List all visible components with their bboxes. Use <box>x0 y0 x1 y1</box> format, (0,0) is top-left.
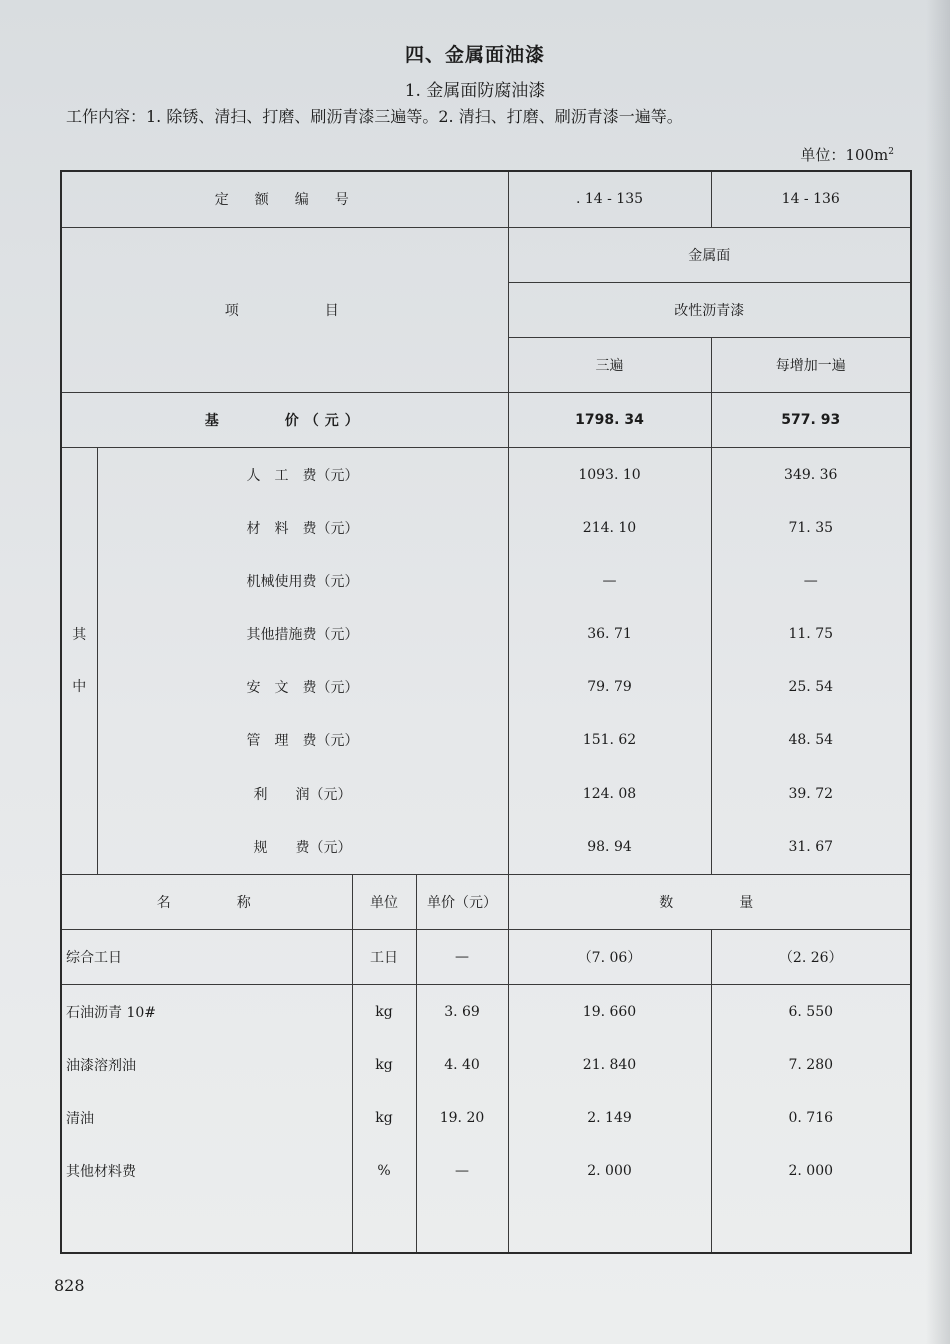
material-unit: kg <box>352 1038 416 1091</box>
labor-name: 综合工日 <box>61 929 352 984</box>
subsection-title: 1. 金属面防腐油漆 <box>404 81 546 101</box>
material-price: — <box>416 1145 508 1198</box>
cost-item-value-1: 79. 79 <box>508 661 711 714</box>
quota-code-row <box>61 171 911 227</box>
cost-item-value-2: — <box>711 555 911 608</box>
cost-item-label: 管 理 费（元） <box>97 714 508 767</box>
cost-item-row <box>61 501 911 554</box>
labor-unit: 工日 <box>352 929 416 984</box>
cost-item-value-1: 1093. 10 <box>508 447 711 501</box>
among-label: 其 中 <box>61 447 97 874</box>
resource-qty-header: 数 量 <box>508 874 911 929</box>
cost-item-label: 其他措施费（元） <box>97 608 508 661</box>
filler-cell <box>508 1198 711 1253</box>
work-content: 工作内容：1. 除锈、清扫、打磨、刷沥青漆三遍等。2. 清扫、打磨、刷沥青漆一遍等。 <box>66 107 683 126</box>
base-price-1: 1798. 34 <box>508 392 711 447</box>
resource-header-row <box>61 874 911 929</box>
page-edge-shadow <box>926 0 950 1344</box>
resource-price-header: 单价（元） <box>416 874 508 929</box>
material-qty-1: 19. 660 <box>508 984 711 1038</box>
unit-label: 单位：$100m^2$ <box>800 146 894 164</box>
column-label-1: 三遍 <box>508 337 711 392</box>
cost-item-label: 利 润（元） <box>97 767 508 820</box>
material-price: 4. 40 <box>416 1038 508 1091</box>
material-unit: kg <box>352 984 416 1038</box>
category-row <box>61 227 911 282</box>
page-number: 828 <box>54 1276 85 1295</box>
filler-cell <box>416 1198 508 1253</box>
labor-qty-2: （2. 26） <box>711 929 911 984</box>
material-qty-1: 2. 000 <box>508 1145 711 1198</box>
cost-item-label: 机械使用费（元） <box>97 555 508 608</box>
material-unit: % <box>352 1145 416 1198</box>
material-qty-2: 7. 280 <box>711 1038 911 1091</box>
cost-item-value-2: 25. 54 <box>711 661 911 714</box>
cost-item-value-1: 124. 08 <box>508 767 711 820</box>
cost-item-value-1: 151. 62 <box>508 714 711 767</box>
cost-item-value-2: 349. 36 <box>711 447 911 501</box>
cost-item-row <box>61 447 911 501</box>
quota-code-1: . 14 - 135 <box>508 171 711 227</box>
material-qty-2: 2. 000 <box>711 1145 911 1198</box>
item-label: 项 目 <box>61 227 508 392</box>
cost-item-value-1: 214. 10 <box>508 501 711 554</box>
base-price-2: 577. 93 <box>711 392 911 447</box>
cost-item-row <box>61 661 911 714</box>
cost-item-value-2: 11. 75 <box>711 608 911 661</box>
filler-cell <box>61 1198 352 1253</box>
material-row <box>61 1145 911 1198</box>
labor-qty-1: （7. 06） <box>508 929 711 984</box>
filler-cell <box>352 1198 416 1253</box>
cost-item-label: 规 费（元） <box>97 820 508 874</box>
material-price: 3. 69 <box>416 984 508 1038</box>
resource-unit-header: 单位 <box>352 874 416 929</box>
cost-item-row <box>61 555 911 608</box>
quota-code-2: 14 - 136 <box>711 171 911 227</box>
cost-item-label: 材 料 费（元） <box>97 501 508 554</box>
material-name: 石油沥青 10# <box>61 984 352 1038</box>
subcategory-cell: 改性沥青漆 <box>508 282 911 337</box>
material-name: 其他材料费 <box>61 1145 352 1198</box>
material-qty-2: 0. 716 <box>711 1092 911 1145</box>
base-price-label: 基 价（元） <box>61 392 508 447</box>
empty-filler-row <box>61 1198 911 1253</box>
base-price-row <box>61 392 911 447</box>
cost-item-value-1: 98. 94 <box>508 820 711 874</box>
material-price: 19. 20 <box>416 1092 508 1145</box>
cost-item-row <box>61 714 911 767</box>
cost-item-value-2: 31. 67 <box>711 820 911 874</box>
section-title: 四、金属面油漆 <box>404 44 545 66</box>
category-cell: 金属面 <box>508 227 911 282</box>
cost-item-value-2: 71. 35 <box>711 501 911 554</box>
filler-cell <box>711 1198 911 1253</box>
cost-item-label: 人 工 费（元） <box>97 447 508 501</box>
material-row <box>61 984 911 1038</box>
column-label-2: 每增加一遍 <box>711 337 911 392</box>
resource-name-header: 名 称 <box>61 874 352 929</box>
cost-item-value-2: 48. 54 <box>711 714 911 767</box>
material-name: 清油 <box>61 1092 352 1145</box>
material-row <box>61 1092 911 1145</box>
material-qty-1: 2. 149 <box>508 1092 711 1145</box>
cost-item-label: 安 文 费（元） <box>97 661 508 714</box>
material-qty-1: 21. 840 <box>508 1038 711 1091</box>
material-row <box>61 1038 911 1091</box>
labor-row <box>61 929 911 984</box>
labor-price: — <box>416 929 508 984</box>
cost-item-row <box>61 767 911 820</box>
quota-code-label: 定 额 编 号 <box>61 171 508 227</box>
cost-item-row <box>61 820 911 874</box>
cost-item-value-2: 39. 72 <box>711 767 911 820</box>
quota-table <box>60 170 912 1254</box>
material-unit: kg <box>352 1092 416 1145</box>
cost-item-value-1: 36. 71 <box>508 608 711 661</box>
material-qty-2: 6. 550 <box>711 984 911 1038</box>
cost-item-row <box>61 608 911 661</box>
material-name: 油漆溶剂油 <box>61 1038 352 1091</box>
cost-item-value-1: — <box>508 555 711 608</box>
